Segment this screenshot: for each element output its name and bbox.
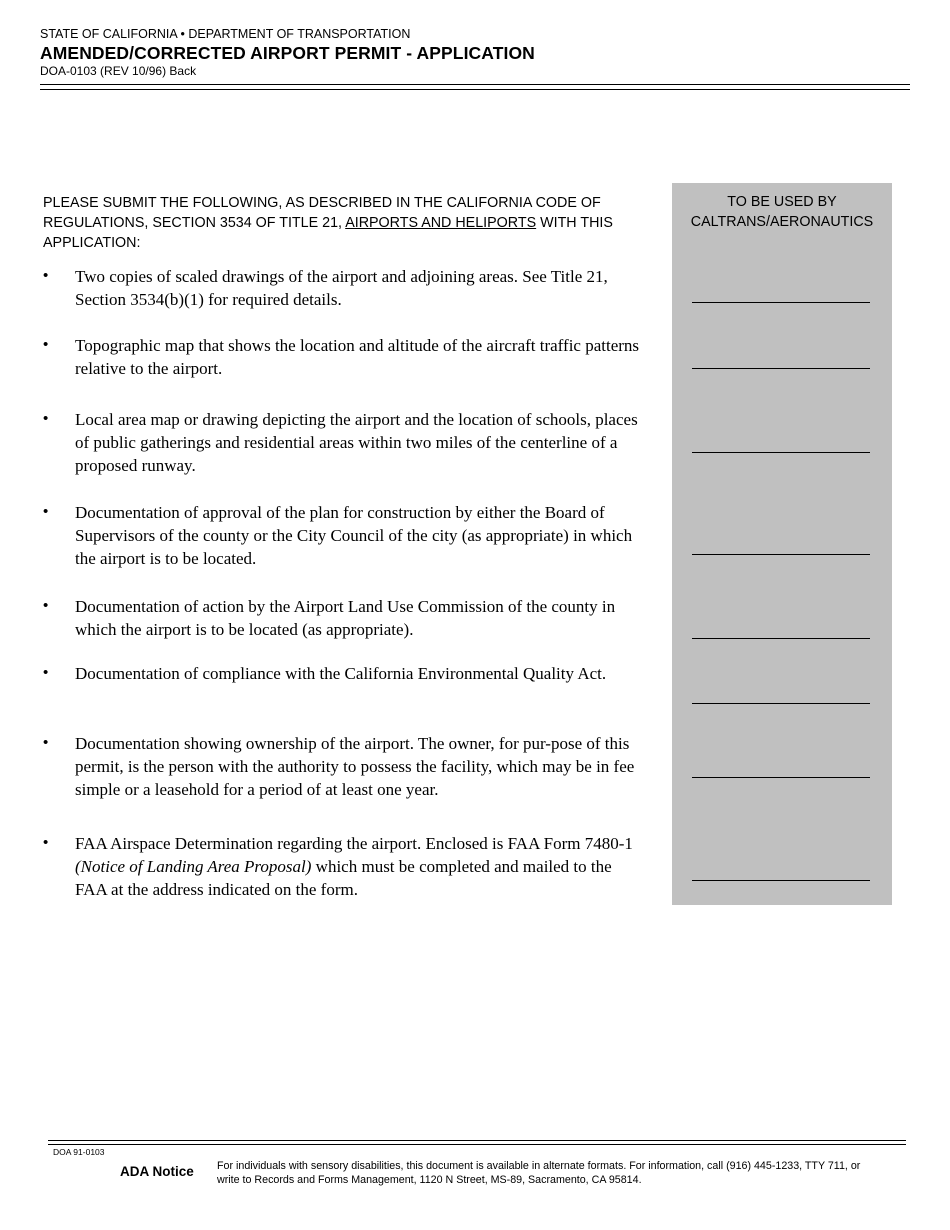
form-header	[40, 27, 535, 79]
bullet-icon: •	[43, 734, 49, 751]
list-item-text: Documentation of approval of the plan for construction by either the Board of Supervisors of the county or the City Council of the city (as appropriate) in which the airport is to be located.	[75, 503, 633, 568]
instructions-intro	[43, 193, 668, 253]
page-title: AMENDED/CORRECTED AIRPORT PERMIT - APPLICATION	[40, 43, 535, 63]
ada-notice-text: For individuals with sensory disabilities, this document is available in alternate formats. For information, call (916) 445-1233, TTY 711, or write to Records and Forms Management, 1120 N Street, MS-89, Sacramento, CA 95814.	[217, 1160, 861, 1186]
faa-form-title: (Notice of Landing Area Proposal)	[75, 857, 312, 876]
list-item-text: Documentation showing ownership of the airport. The owner, for pur-pose of this permit, is the person with the authority to possess the facility, which may be in fee simple or a leasehold for a period of at least one year.	[75, 734, 635, 799]
footer-form-code: DOA 91-0103	[53, 1147, 105, 1157]
checkoff-line[interactable]	[692, 777, 870, 778]
checkoff-line[interactable]	[692, 638, 870, 639]
list-item-text	[75, 832, 645, 901]
intro-underlined-title: AIRPORTS AND HELIPORTS	[345, 215, 537, 231]
bullet-icon: •	[43, 597, 49, 614]
bullet-icon: •	[43, 834, 49, 851]
checkoff-line[interactable]	[692, 880, 870, 881]
faa-text: which must be completed and mailed to the FAA at the address indicated on the form.	[75, 857, 612, 899]
checkoff-line[interactable]	[692, 703, 870, 704]
bullet-icon: •	[43, 410, 49, 427]
header-divider	[40, 84, 910, 85]
list-item-text: Topographic map that shows the location and altitude of the aircraft traffic patterns relative to the airport.	[75, 336, 640, 378]
ada-notice-label: ADA Notice	[120, 1164, 194, 1179]
bullet-icon: •	[43, 336, 49, 353]
intro-text: PLEASE SUBMIT THE FOLLOWING, AS DESCRIBED IN THE CALIFORNIA CODE OF REGULATIONS, SECTION 3534 OF TITLE 21,	[43, 195, 601, 231]
bullet-icon: •	[43, 664, 49, 681]
list-item-text: Documentation of action by the Airport Land Use Commission of the county in which the airport is to be located (as appropriate).	[75, 597, 616, 639]
bullet-icon: •	[43, 267, 49, 284]
checkoff-line[interactable]	[692, 554, 870, 555]
bullet-icon: •	[43, 503, 49, 520]
checkoff-line[interactable]	[692, 452, 870, 453]
caltrans-use-panel	[672, 183, 892, 905]
footer-divider	[48, 1140, 906, 1141]
faa-text: FAA Airspace Determination regarding the airport. Enclosed is FAA Form 7480-1	[75, 834, 633, 853]
panel-title: TO BE USED BY CALTRANS/AERONAUTICS	[690, 194, 874, 230]
list-item-text: Two copies of scaled drawings of the airport and adjoining areas. See Title 21, Section 3534(b)(1) for required details.	[75, 267, 608, 309]
checkoff-line[interactable]	[692, 302, 870, 303]
list-item-text: Local area map or drawing depicting the airport and the location of schools, places of public gatherings and residential areas within two miles of the centerline of a proposed runway.	[75, 410, 638, 475]
header-divider	[40, 89, 910, 90]
checkoff-line[interactable]	[692, 368, 870, 369]
agency-line: STATE OF CALIFORNIA • DEPARTMENT OF TRANSPORTATION	[40, 27, 411, 41]
intro-text: WITH THIS APPLICATION:	[43, 215, 613, 251]
list-item-text: Documentation of compliance with the California Environmental Quality Act.	[75, 664, 607, 683]
form-number: DOA-0103 (REV 10/96) Back	[40, 64, 197, 78]
footer-divider	[48, 1144, 906, 1145]
